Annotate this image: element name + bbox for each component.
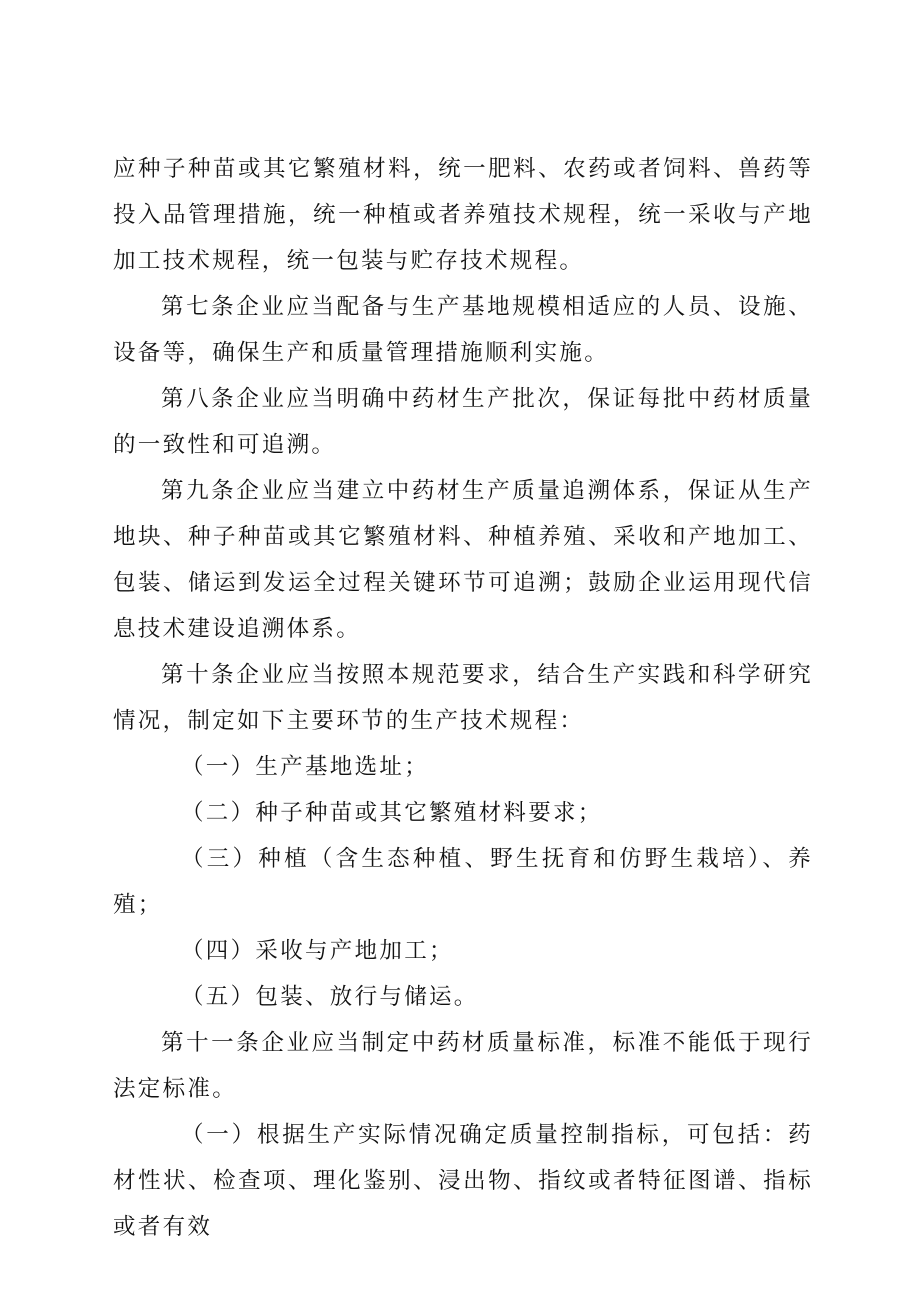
list-item-1: （一）生产基地选址； xyxy=(181,754,430,780)
article-9: 第九条企业应当建立中药材生产质量追溯体系，保证从生产地块、种子种苗或其它繁殖材料、种植养殖、采收和产地加工、包装、储运到发运全过程关键环节可追溯；鼓励企业运用现代信息技术建设追溯体系。 xyxy=(113,478,813,642)
article-7: 第七条企业应当配备与生产基地规模相适应的人员、设施、设备等，确保生产和质量管理措施顺利实施。 xyxy=(113,294,813,366)
list-item-2: （二）种子种苗或其它繁殖材料要求； xyxy=(181,800,603,826)
article-11-item-1: （一）根据生产实际情况确定质量控制指标，可包括：药材性状、检查项、理化鉴别、浸出物、指纹或者特征图谱、指标或者有效 xyxy=(113,1122,813,1240)
article-8: 第八条企业应当明确中药材生产批次，保证每批中药材质量的一致性和可追溯。 xyxy=(113,386,813,458)
list-item-3: （三）种植（含生态种植、野生抚育和仿野生栽培）、养殖； xyxy=(113,846,813,918)
list-item-5: （五）包装、放行与储运。 xyxy=(181,984,479,1010)
article-10: 第十条企业应当按照本规范要求，结合生产实践和科学研究情况，制定如下主要环节的生产技术规程： xyxy=(113,662,813,734)
document-body xyxy=(113,146,813,1250)
list-item-4: （四）采收与产地加工； xyxy=(181,938,454,964)
article-11: 第十一条企业应当制定中药材质量标准，标准不能低于现行法定标准。 xyxy=(113,1030,813,1102)
paragraph-continuation: 应种子种苗或其它繁殖材料，统一肥料、农药或者饲料、兽药等投入品管理措施，统一种植或者养殖技术规程，统一采收与产地加工技术规程，统一包装与贮存技术规程。 xyxy=(113,156,813,274)
